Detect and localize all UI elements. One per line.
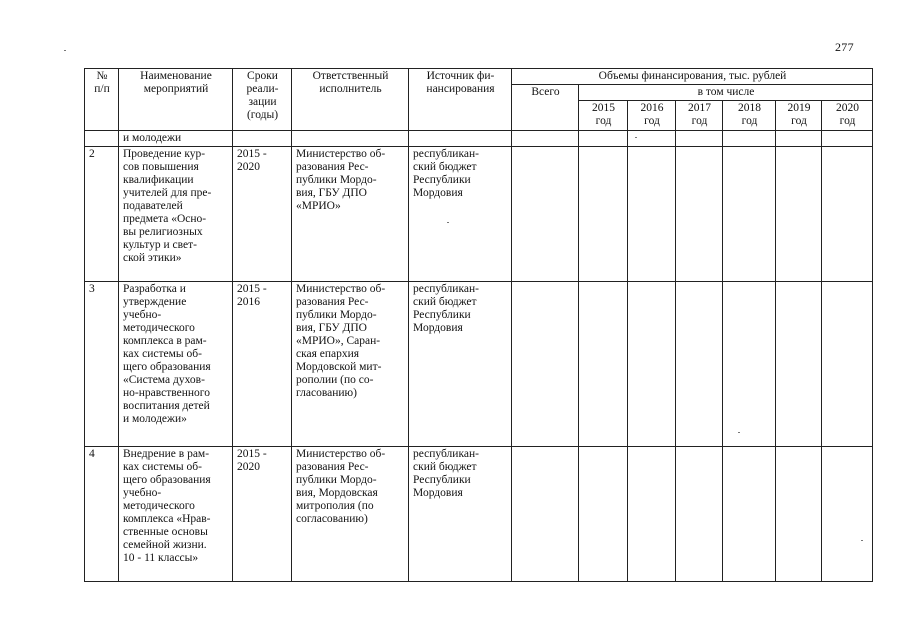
header-total: Всего (512, 85, 579, 131)
row-source: республикан- ский бюджет Республики Мордовия (409, 282, 512, 447)
row-name: Разработка и утверждение учебно- методического комплекса в рам- ках системы об- щего образования «Система духов- но-нравственного воспитания детей и молодежи» (119, 282, 233, 447)
funding-table (84, 68, 873, 582)
empty-cell (776, 131, 822, 147)
scan-speck (635, 137, 637, 138)
header-source: Источник фи- нансирования (409, 69, 512, 131)
empty-cell (512, 131, 579, 147)
empty-cell (628, 131, 676, 147)
empty-cell (776, 147, 822, 282)
empty-cell (676, 147, 723, 282)
empty-cell (723, 147, 776, 282)
empty-cell (822, 147, 873, 282)
empty-cell (676, 282, 723, 447)
empty-cell (822, 447, 873, 582)
row-source: республикан- ский бюджет Республики Мордовия (409, 147, 512, 282)
row-number: 4 (85, 447, 119, 582)
header-funding: Объемы финансирования, тыс. рублей (512, 69, 873, 85)
empty-cell (409, 131, 512, 147)
header-num: № п/п (85, 69, 119, 131)
row-terms: 2015 - 2020 (233, 447, 292, 582)
empty-cell (776, 282, 822, 447)
table-row (85, 282, 873, 447)
row-terms: 2015 - 2016 (233, 282, 292, 447)
empty-cell (723, 282, 776, 447)
empty-cell (676, 131, 723, 147)
empty-cell (579, 282, 628, 447)
empty-cell (628, 147, 676, 282)
table-row (85, 447, 873, 582)
row-number: 2 (85, 147, 119, 282)
empty-cell (822, 282, 873, 447)
empty-cell (292, 131, 409, 147)
table-row (85, 147, 873, 282)
empty-cell (628, 447, 676, 582)
row-terms: 2015 - 2020 (233, 147, 292, 282)
header-year-2017: 2017 год (676, 101, 723, 131)
row-number: 3 (85, 282, 119, 447)
header-including: в том числе (579, 85, 873, 101)
empty-cell (579, 147, 628, 282)
header-year-2015: 2015 год (579, 101, 628, 131)
header-year-2018: 2018 год (723, 101, 776, 131)
scan-speck (447, 222, 449, 223)
row-name: Проведение кур- сов повышения квалификации учителей для пре- подавателей предмета «Осно- вы религиозных культур и свет- ской этики» (119, 147, 233, 282)
header-year-2020: 2020 год (822, 101, 873, 131)
empty-cell (628, 282, 676, 447)
empty-cell (579, 131, 628, 147)
empty-cell (676, 447, 723, 582)
row-responsible: Министерство об- разования Рес- публики Мордо- вия, ГБУ ДПО «МРИО» (292, 147, 409, 282)
page-number: 277 (835, 40, 854, 54)
empty-cell (512, 282, 579, 447)
header-year-2019: 2019 год (776, 101, 822, 131)
empty-cell (776, 447, 822, 582)
header-responsible: Ответственный исполнитель (292, 69, 409, 131)
row-responsible: Министерство об- разования Рес- публики Мордо- вия, Мордовская митрополия (по согласованию) (292, 447, 409, 582)
continuation-num-cell (85, 131, 119, 147)
empty-cell (723, 131, 776, 147)
row-name: Внедрение в рам- ках системы об- щего образования учебно- методического комплекса «Нрав- ственные основы семейной жизни. 10 - 11 классы» (119, 447, 233, 582)
header-name: Наименование мероприятий (119, 69, 233, 131)
empty-cell (512, 147, 579, 282)
empty-cell (512, 447, 579, 582)
continuation-text: и молодежи (119, 131, 233, 147)
row-source: республикан- ский бюджет Республики Мордовия (409, 447, 512, 582)
row-responsible: Министерство об- разования Рес- публики Мордо- вия, ГБУ ДПО «МРИО», Саран- ская епархия Мордовской мит- рополии (по со- гласованию) (292, 282, 409, 447)
empty-cell (723, 447, 776, 582)
scan-speck (738, 432, 740, 433)
empty-cell (233, 131, 292, 147)
empty-cell (822, 131, 873, 147)
header-year-2016: 2016 год (628, 101, 676, 131)
empty-cell (579, 447, 628, 582)
header-terms: Сроки реали- зации (годы) (233, 69, 292, 131)
scan-speck (64, 50, 66, 51)
scan-speck (861, 540, 863, 541)
